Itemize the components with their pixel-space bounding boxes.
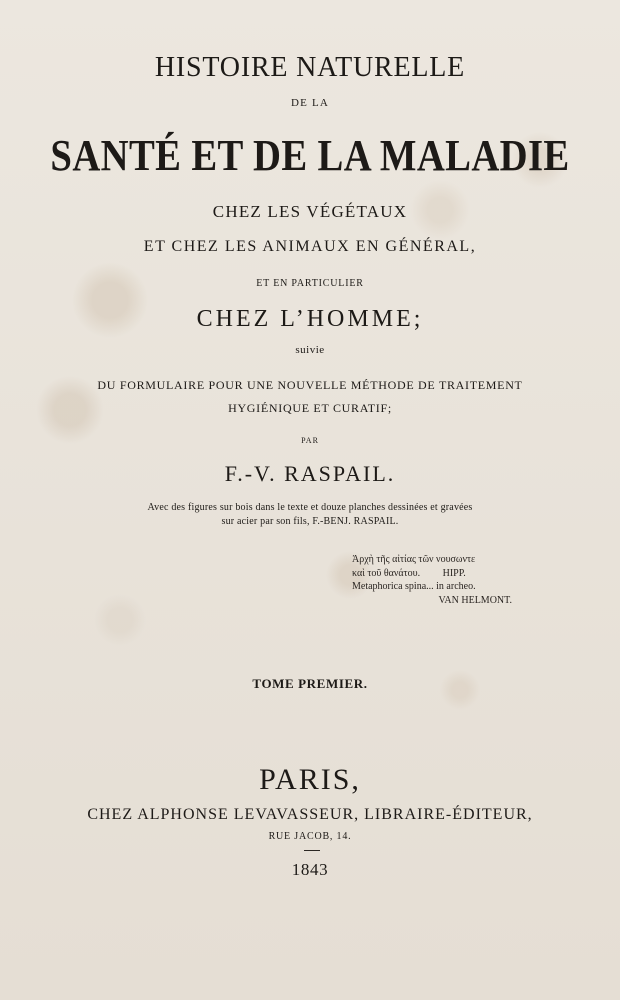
- subtitle-line-7: HYGIÉNIQUE ET CURATIF;: [228, 401, 392, 415]
- greek-epigraph-author: HIPP.: [442, 567, 466, 579]
- imprint-rule: [304, 850, 320, 851]
- imprint-city: PARIS,: [259, 763, 361, 796]
- imprint-address: RUE JACOB, 14.: [268, 831, 352, 842]
- subtitle-line-1: CHEZ LES VÉGÉTAUX: [212, 202, 408, 221]
- epigraph-block: [352, 553, 542, 607]
- illustration-note-line-2: sur acier par son fils, F.-BENJ. RASPAIL.: [221, 516, 399, 527]
- subtitle-line-6: DU FORMULAIRE POUR UNE NOUVELLE MÉTHODE DE TRAITEMENT: [97, 378, 523, 392]
- volume-label: TOME PREMIER.: [252, 676, 368, 691]
- illustration-note-line-1: Avec des figures sur bois dans le texte et douze planches dessinées et gravées: [147, 502, 473, 513]
- title-line-2: DE LA: [290, 97, 330, 109]
- author-prefix: PAR: [301, 436, 319, 445]
- latin-epigraph-author: VAN HELMONT.: [438, 594, 512, 606]
- imprint-publisher: CHEZ ALPHONSE LEVAVASSEUR, LIBRAIRE-ÉDITEUR,: [87, 806, 533, 823]
- subtitle-line-4: CHEZ L’HOMME;: [196, 306, 424, 332]
- main-title: SANTÉ ET DE LA MALADIE: [50, 131, 570, 180]
- imprint-year: 1843: [291, 860, 329, 879]
- subtitle-line-5: suivie: [295, 344, 325, 356]
- subtitle-line-2: ET CHEZ LES ANIMAUX EN GÉNÉRAL,: [143, 238, 477, 255]
- latin-epigraph-line: Metaphorica spina... in archeo.: [352, 581, 476, 592]
- subtitle-line-3: ET EN PARTICULIER: [256, 278, 364, 289]
- greek-epigraph-line-2: [352, 567, 542, 581]
- greek-epigraph-text: καὶ τοῦ θανάτου.: [352, 567, 421, 579]
- author-name: F.-V. RASPAIL.: [224, 461, 396, 486]
- title-line-1: HISTOIRE NATURELLE: [154, 52, 466, 83]
- greek-epigraph-line-1: Ἀρχὴ τῆς αἰτίας τῶν νουσωντε: [352, 554, 476, 565]
